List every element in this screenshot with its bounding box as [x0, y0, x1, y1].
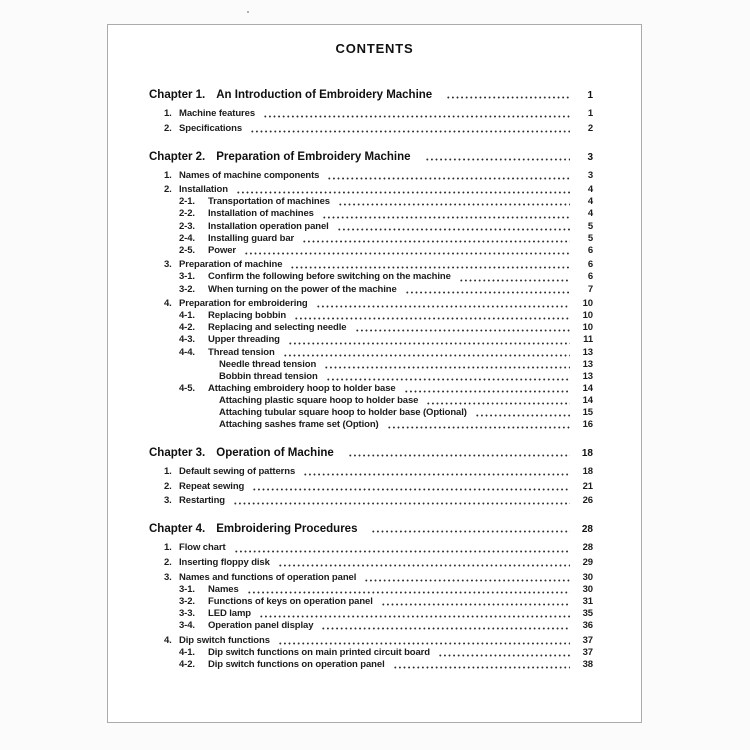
page-number: 15: [582, 406, 593, 418]
page-title: CONTENTS: [335, 41, 414, 56]
page-number: 11: [583, 334, 593, 346]
toc-entry-row: [108, 620, 593, 632]
dot-leader: [475, 414, 570, 417]
entry-label: Dip switch functions on operation panel: [208, 658, 385, 670]
page-number: 29: [582, 557, 593, 569]
toc-entry-row: [108, 298, 593, 310]
dot-leader: [324, 366, 570, 369]
entry-label: Names of machine components: [179, 169, 320, 181]
entry-number: 4-1.: [179, 310, 195, 322]
page-number: 13: [582, 346, 593, 358]
dot-leader: [338, 203, 570, 206]
chapter-number: Chapter 4.: [149, 523, 206, 536]
toc-entry-row: [108, 108, 593, 120]
entry-number: 4-4.: [179, 346, 195, 358]
entry-label: Preparation of machine: [179, 259, 283, 271]
entry-number: 3.: [164, 259, 172, 271]
toc-entry-row: [108, 334, 593, 346]
entry-number: 2.: [164, 480, 172, 492]
entry-number: 4.: [164, 634, 172, 646]
entry-number: 1.: [164, 542, 172, 554]
entry-number: 3-1.: [179, 583, 195, 595]
page-number: 7: [587, 283, 593, 295]
page-number: 14: [582, 382, 593, 394]
dot-leader: [364, 579, 570, 582]
toc-entry-row: [108, 395, 593, 407]
page-number: 14: [582, 394, 593, 406]
dot-leader: [404, 390, 570, 393]
entry-label: Attaching embroidery hoop to holder base: [208, 382, 396, 394]
entry-label: Inserting floppy disk: [179, 557, 270, 569]
chapter-number: Chapter 3.: [149, 447, 206, 460]
page-number: 13: [582, 370, 593, 382]
toc-entry-row: [108, 284, 593, 296]
toc-chapter-row: [108, 521, 593, 538]
dot-leader: [355, 329, 571, 332]
dot-leader: [302, 240, 570, 243]
toc-entry-row: [108, 419, 593, 431]
page-number: 10: [582, 298, 593, 310]
dot-leader: [278, 642, 570, 645]
toc-entry-row: [108, 635, 593, 647]
entry-label: Restarting: [179, 495, 225, 507]
toc-chapter-row: [108, 149, 593, 166]
entry-label: Names: [208, 583, 239, 595]
entry-label: Preparation for embroidering: [179, 298, 308, 310]
entry-number: 2.: [164, 184, 172, 196]
entry-label: Needle thread tension: [219, 358, 317, 370]
entry-number: 2.: [164, 122, 172, 134]
entry-label: Confirm the following before switching on the machine: [208, 271, 451, 283]
entry-label: Functions of keys on operation panel: [208, 595, 373, 607]
entry-number: 4-2.: [179, 658, 195, 670]
entry-label: Operation panel display: [208, 620, 314, 631]
dot-leader: [278, 564, 570, 567]
entry-number: 2-2.: [179, 208, 195, 220]
toc-entry-row: [108, 407, 593, 419]
entry-number: 3-2.: [179, 595, 195, 607]
dot-leader: [387, 426, 570, 429]
dot-leader: [381, 603, 570, 606]
toc-entry-row: [108, 259, 593, 271]
dot-leader: [459, 279, 570, 282]
entry-number: 3-3.: [179, 607, 195, 619]
dot-leader: [252, 488, 570, 491]
entry-number: 3-4.: [179, 620, 195, 631]
chapter-title: An Introduction of Embroidery Machine: [216, 89, 433, 101]
dot-leader: [283, 354, 570, 357]
dot-leader: [263, 115, 570, 118]
entry-number: 2-5.: [179, 244, 195, 256]
dot-leader: [426, 402, 570, 405]
entry-label: Names and functions of operation panel: [179, 571, 357, 583]
entry-label: Power: [208, 244, 237, 256]
entry-number: 2-3.: [179, 220, 195, 232]
toc-entry-row: [108, 123, 593, 135]
page-number: 18: [582, 466, 593, 478]
entry-label: Attaching plastic square hoop to holder base: [219, 394, 419, 406]
entry-label: Specifications: [179, 122, 243, 134]
entry-label: Bobbin thread tension: [219, 370, 318, 382]
chapter-title: Preparation of Embroidery Machine: [216, 150, 411, 163]
scan-speck: [247, 11, 249, 13]
dot-leader: [405, 291, 570, 294]
dot-leader: [438, 654, 570, 657]
page-number: 28: [582, 542, 593, 554]
toc-entry-row: [108, 481, 593, 493]
toc-list: [108, 87, 641, 671]
page-number: 10: [582, 322, 593, 334]
toc-entry-row: [108, 208, 593, 220]
page-number: 13: [582, 358, 593, 370]
entry-number: 2-1.: [179, 196, 195, 208]
page-number: 18: [581, 448, 593, 460]
entry-number: 4-2.: [179, 322, 195, 334]
chapter-title: Embroidering Procedures: [216, 523, 358, 536]
entry-label: Machine features: [179, 108, 256, 119]
toc-entry-row: [108, 371, 593, 383]
document-page: [107, 24, 642, 723]
page-number: 1: [587, 108, 593, 119]
chapter-title: Operation of Machine: [216, 447, 334, 460]
toc-entry-row: [108, 659, 593, 671]
toc-entry-row: [108, 271, 593, 283]
toc-chapter-row: [108, 87, 593, 104]
dot-leader: [294, 317, 570, 320]
toc-entry-row: [108, 466, 593, 478]
entry-number: 3.: [164, 571, 172, 583]
chapter-number: Chapter 1.: [149, 89, 206, 101]
toc-entry-row: [108, 383, 593, 395]
page-number: 4: [587, 208, 593, 220]
page-number: 4: [587, 196, 593, 208]
dot-leader: [322, 216, 570, 219]
page-number: 1: [587, 90, 593, 101]
toc-entry-row: [108, 245, 593, 257]
page-number: 6: [587, 271, 593, 283]
dot-leader: [234, 550, 570, 553]
entry-label: Default sewing of patterns: [179, 466, 296, 478]
entry-number: 2-4.: [179, 232, 195, 244]
entry-number: 1.: [164, 108, 172, 119]
entry-number: 3-1.: [179, 271, 195, 283]
page-number: 6: [587, 244, 593, 256]
page-number: 21: [582, 480, 593, 492]
page-number: 30: [582, 583, 593, 595]
entry-number: 2.: [164, 557, 172, 569]
toc-entry-row: [108, 557, 593, 569]
dot-leader: [371, 530, 570, 533]
toc-entry-row: [108, 495, 593, 507]
toc-entry-row: [108, 608, 593, 620]
toc-entry-row: [108, 221, 593, 233]
entry-number: 4-5.: [179, 382, 195, 394]
page-number: 35: [582, 607, 593, 619]
dot-leader: [303, 473, 570, 476]
entry-label: Installing guard bar: [208, 232, 295, 244]
entry-label: Installation: [179, 184, 228, 196]
entry-label: Installation operation panel: [208, 220, 329, 232]
page-number: 5: [587, 232, 593, 244]
toc-entry-row: [108, 170, 593, 182]
toc-chapter-row: [108, 445, 593, 462]
page-number: 38: [582, 658, 593, 670]
toc-entry-row: [108, 196, 593, 208]
toc-entry-row: [108, 347, 593, 359]
page-number: 16: [582, 419, 593, 431]
entry-label: Upper threading: [208, 334, 280, 346]
entry-label: Dip switch functions on main printed circuit board: [208, 646, 430, 658]
toc-entry-row: [108, 233, 593, 245]
dot-leader: [250, 130, 570, 133]
entry-label: Flow chart: [179, 542, 226, 554]
toc-entry-row: [108, 584, 593, 596]
page-number: 36: [582, 620, 593, 631]
dot-leader: [288, 342, 570, 345]
page-number: 3: [587, 151, 593, 163]
entry-label: Attaching tubular square hoop to holder base (Optional): [219, 406, 467, 418]
page-number: 37: [582, 634, 593, 646]
dot-leader: [348, 454, 570, 457]
toc-entry-row: [108, 322, 593, 334]
dot-leader: [236, 191, 570, 194]
entry-number: 3.: [164, 495, 172, 507]
entry-number: 4-3.: [179, 334, 195, 346]
page-number: 2: [587, 122, 593, 134]
page-number: 26: [582, 495, 593, 507]
dot-leader: [326, 378, 570, 381]
toc-entry-row: [108, 359, 593, 371]
dot-leader: [244, 252, 570, 255]
dot-leader: [337, 228, 570, 231]
toc-entry-row: [108, 572, 593, 584]
page-number: 28: [581, 524, 593, 536]
page-number: 10: [582, 310, 593, 322]
dot-leader: [233, 502, 570, 505]
dot-leader: [247, 591, 570, 594]
page-number: 5: [587, 220, 593, 232]
toc-entry-row: [108, 184, 593, 196]
dot-leader: [425, 158, 570, 161]
toc-entry-row: [108, 310, 593, 322]
entry-label: Dip switch functions: [179, 634, 270, 646]
page-number: 30: [582, 571, 593, 583]
entry-number: 4.: [164, 298, 172, 310]
dot-leader: [446, 96, 570, 99]
page-number: 4: [587, 184, 593, 196]
entry-number: 1.: [164, 466, 172, 478]
entry-number: 1.: [164, 169, 172, 181]
dot-leader: [393, 666, 570, 669]
chapter-number: Chapter 2.: [149, 150, 206, 163]
page-number: 31: [582, 595, 593, 607]
entry-label: Thread tension: [208, 346, 275, 358]
entry-label: LED lamp: [208, 607, 252, 619]
page-number: 37: [582, 646, 593, 658]
dot-leader: [290, 266, 570, 269]
dot-leader: [327, 177, 570, 180]
entry-number: 4-1.: [179, 646, 195, 658]
entry-label: Replacing bobbin: [208, 310, 287, 322]
page-number: 3: [587, 169, 593, 181]
entry-label: When turning on the power of the machine: [208, 283, 397, 295]
dot-leader: [316, 305, 570, 308]
entry-label: Repeat sewing: [179, 480, 245, 492]
entry-label: Transportation of machines: [208, 196, 330, 208]
toc-entry-row: [108, 647, 593, 659]
dot-leader: [259, 615, 570, 618]
entry-number: 3-2.: [179, 283, 195, 295]
page-number: 6: [587, 259, 593, 271]
toc-entry-row: [108, 596, 593, 608]
toc-entry-row: [108, 542, 593, 554]
entry-label: Installation of machines: [208, 208, 314, 220]
entry-label: Replacing and selecting needle: [208, 322, 347, 334]
entry-label: Attaching sashes frame set (Option): [219, 419, 379, 431]
dot-leader: [321, 627, 570, 630]
